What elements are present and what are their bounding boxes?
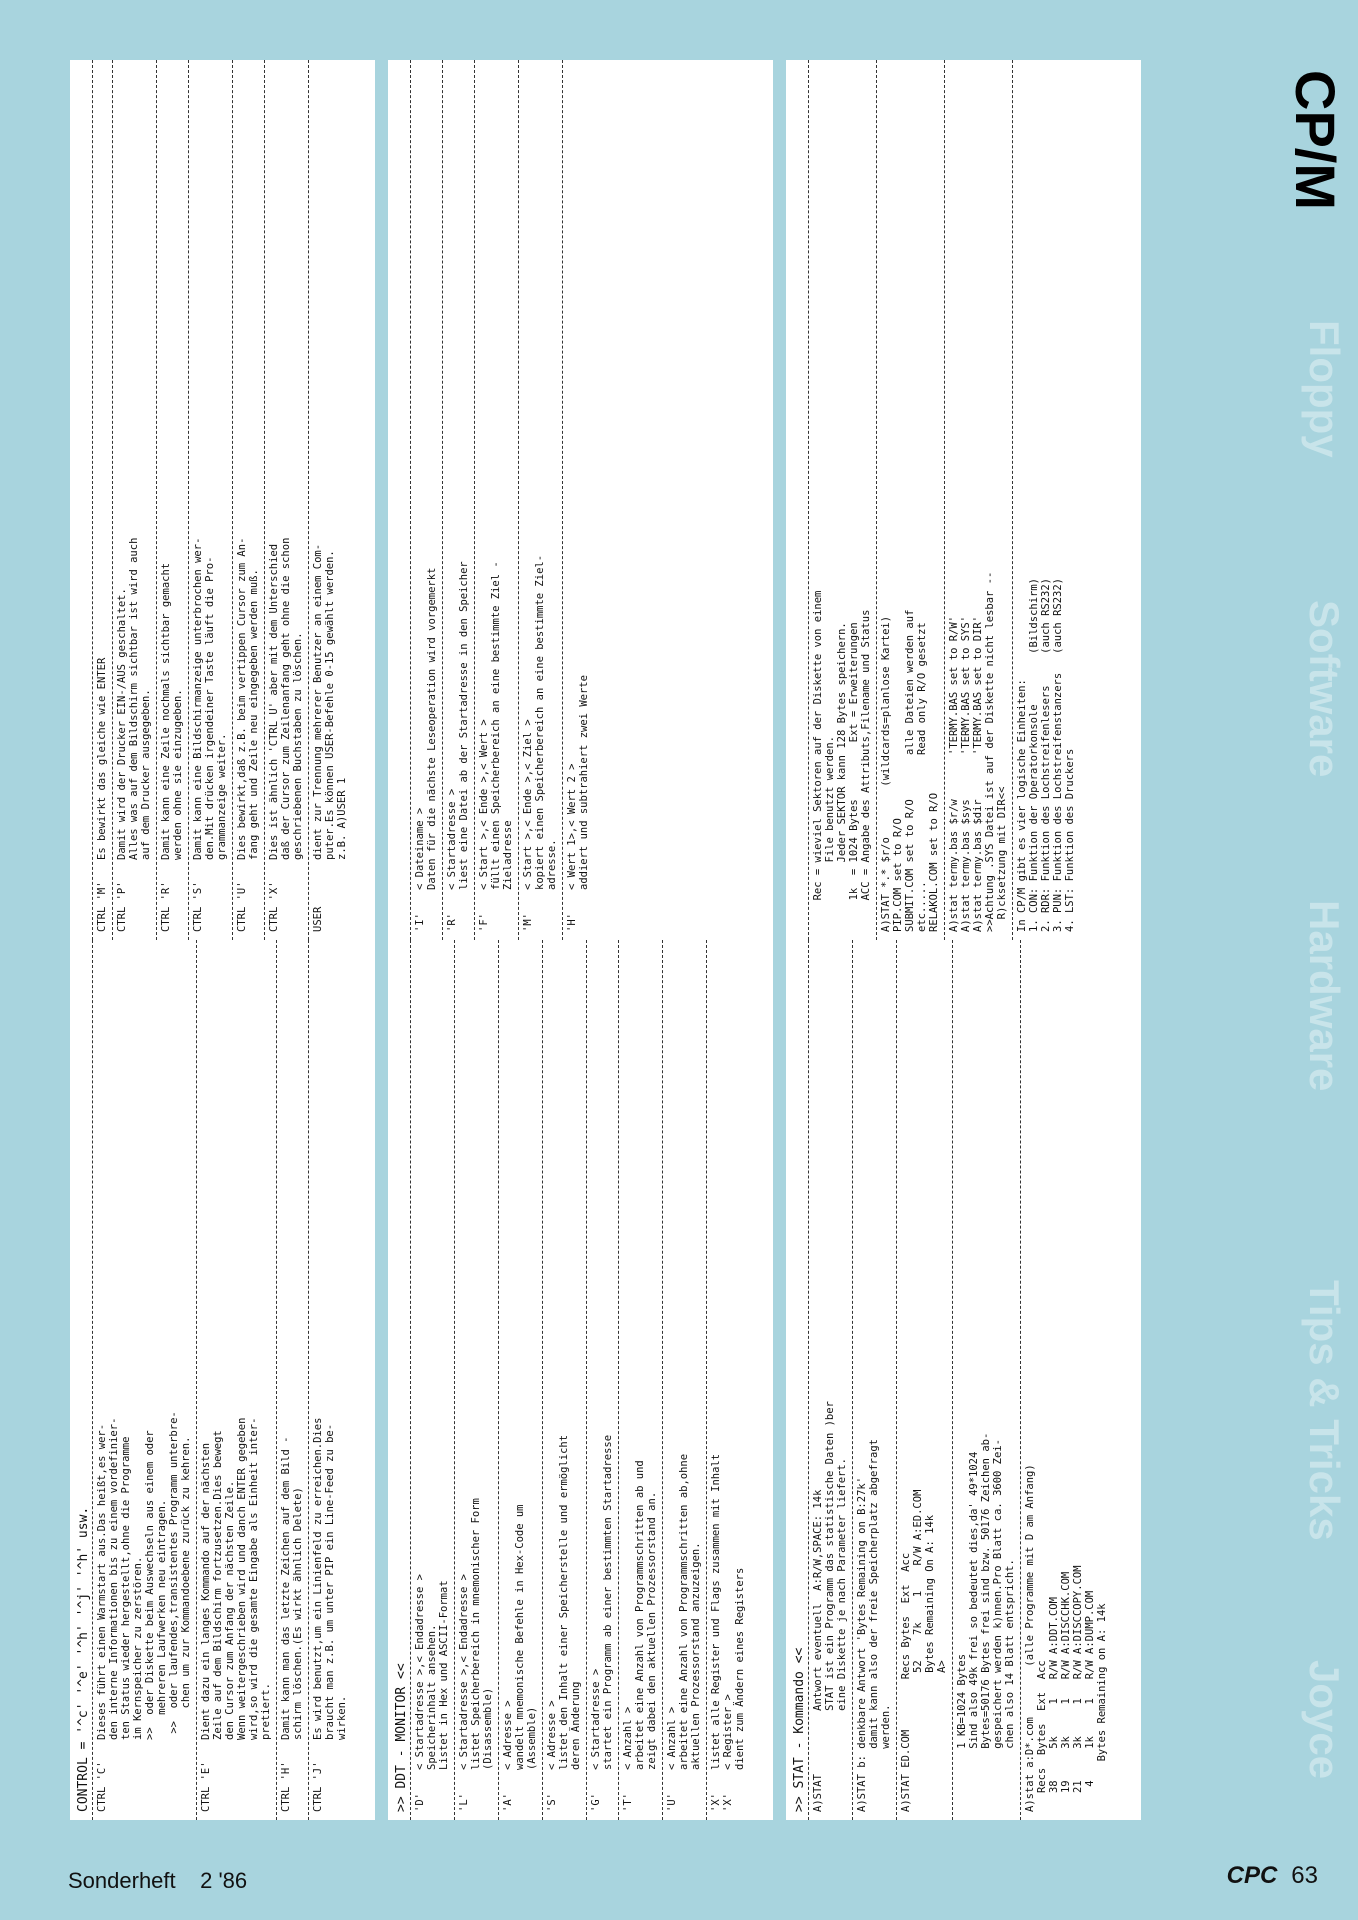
row-key: 'T' [622, 1793, 634, 1812]
row-text: < Anzahl > arbeitet eine Anzahl von Programmschritten ab und zeigt dabei den aktuellen Prozessorstand an. [622, 1460, 658, 1770]
table-row [474, 60, 519, 940]
row-text: < Adresse > listet den Inhalt einer Speicherstelle und ermöglicht deren Änderung [546, 1434, 582, 1770]
table-row [618, 940, 663, 1820]
stat-block [852, 940, 897, 1820]
table-row [586, 940, 619, 1820]
magazine-logo: CPC [1226, 1862, 1278, 1889]
footer-issue [68, 1868, 247, 1894]
stat-text: Rec = wieviel Sektoren auf der Diskette von einem File benutzt werden. Jeder SEKTOR kann 128 Bytes speichern. 1k = 1024 Bytes Ext = Erweiterungen ACC = Angabe des Attributs,Filename und Status [812, 590, 872, 901]
issue-number: 2 '86 [200, 1868, 248, 1893]
row-text: listet alle Register und Flags zusammen mit Inhalt < Register > dient zum Ändern eines Registers [710, 1453, 746, 1770]
stat-text: A)STAT b: denkbare Antwort 'Bytes Remaining on B:27k' damit kann also der freie Speicherplatz abgefragt werden. [856, 1439, 892, 1812]
row-text: < Start >,< Ende >,< Wert > füllt einen Speicherbereich an eine bestimmte Ziel - Zieladresse [478, 561, 514, 890]
ddt-panel [388, 60, 773, 1820]
row-key: 'U' [666, 1793, 678, 1812]
row-text: < Start >,< Ende >,< Ziel > kopiert einen Speicherbereich an eine bestimmte Ziel- adresse. [522, 554, 558, 890]
row-key: CTRL 'P' [116, 881, 128, 932]
control-header: CONTROL = '^c' '^e' '^h' '^j' '^h' usw. [76, 1506, 91, 1812]
stat-block [808, 940, 853, 1820]
category-label: Software [1301, 600, 1348, 778]
table-row [112, 60, 157, 940]
row-text: < Startadresse > startet ein Programm ab einer bestimmten Startadresse [590, 1434, 614, 1770]
row-key: 'M' [522, 913, 534, 932]
row-text: Es bewirkt das gleiche wie ENTER [96, 657, 108, 860]
table-row [92, 940, 197, 1820]
row-text: Damit kann eine Zeile nochmals sichtbar gemacht werden ohne sie einzugeben. [160, 562, 184, 860]
table-row [662, 940, 707, 1820]
stat-header: >> STAT - Kommando << [792, 1647, 807, 1812]
row-key: CTRL 'H' [280, 1761, 292, 1812]
table-row [410, 940, 455, 1820]
category-label: Hardware [1301, 900, 1348, 1092]
row-text: Dies ist ähnlich 'CTRL U' aber mit dem Unterschied daß der Cursor zum Zeilenanfang geht ohne die schon geschriebenen Buchstaben zu löschen. [268, 537, 304, 860]
row-text: < Startadresse >,< Endadresse > Speicherinhalt ansehen. Listet in Hex und ASCII-Format [414, 1574, 450, 1770]
control-panel [70, 60, 375, 1820]
row-key: CTRL 'S' [192, 881, 204, 932]
row-key: CTRL 'J' [312, 1761, 324, 1812]
row-text: < Anzahl > arbeitet eine Anzahl von Programmschritten ab,ohne aktuellen Prozessorstand anzuzeigen. [666, 1453, 702, 1770]
table-row [308, 60, 353, 940]
stat-block [1020, 940, 1113, 1820]
row-text: dient zur Trennung mehrerer Benutzer an einem Com- puter.Es können USER-Befehle 0-15 gewählt werden. z.B. A)USER 1 [312, 543, 348, 860]
issue-label: Sonderheft [68, 1868, 176, 1893]
table-row [92, 60, 113, 940]
table-row [232, 60, 265, 940]
row-text: Damit kann eine Bildschirmanzeige unterbrochen wer- den.Mit drücken irgendeiner Taste läuft die Pro- grammanzeige weiter. [192, 537, 228, 860]
row-key: 'R' [446, 913, 458, 932]
row-key: 'I' [414, 913, 426, 932]
category-label: CP/M [1284, 70, 1347, 210]
row-key: 'X' 'X' [710, 1793, 734, 1812]
stat-block [944, 60, 1013, 940]
category-label: Joyce [1301, 1660, 1348, 1780]
row-text: < Dateiname > Daten für die nächste Leseoperation wird vorgemerkt [414, 567, 438, 890]
stat-panel [786, 60, 1141, 1820]
row-key: USER [312, 906, 324, 932]
stat-text: In CP/M gibt es vier logische Einheiten: 1. CON: Funktion der Operatorkonsole (Bildschirm) 2. RDR: Funktion des Lochstreifenlesers (auch RS232) 3. PUN: Funktion des Lochstreifenstanzers (auch RS232) 4. LST: Funktion des Druckers [1016, 577, 1076, 932]
stat-block [952, 940, 1021, 1820]
page-number: 63 [1291, 1862, 1318, 1889]
row-text: Es wird benutzt,um ein Linienfeld zu erreichen.Dies braucht man z.B. um unter PIP ein Line-Feed zu be- wirken. [312, 1417, 348, 1740]
table-row [542, 940, 587, 1820]
row-text: Dient dazu ein langes Kommando auf der nächsten Zeile auf dem Bildschirm fortzusetzen.Dies bewegt den Cursor zum Anfang der nächsten Zeile. Wenn weitergeschrieben wird und danch ENTER gegeben wird,so wird die gesamte Eingabe als Einheit inter- pretiert. [200, 1417, 272, 1740]
row-key: 'L' [458, 1793, 470, 1812]
table-row [156, 60, 189, 940]
stat-block [808, 60, 877, 940]
table-row [410, 60, 443, 940]
row-key: 'G' [590, 1793, 602, 1812]
stat-text: A)STAT *.* $r/o (wildcards=planlose Kartei) PIP.COM set to R/O SUBMIT.COM set to R/O alle Dateien werden auf etc..... Read only R/O gesetzt RELAKOL.COM set to R/O [880, 609, 940, 932]
row-key: CTRL 'U' [236, 881, 248, 932]
category-label: Tips & Tricks [1301, 1280, 1348, 1541]
stat-block [876, 60, 945, 940]
table-row [498, 940, 543, 1820]
table-row [442, 60, 475, 940]
row-key: CTRL 'M' [96, 881, 108, 932]
table-row [264, 60, 309, 940]
table-row [518, 60, 563, 940]
row-text: Dieses führt einen Warmstart aus.Das heißt,es wer- den interne Informationen bis zu einem vordefinier- ten Status wieder hergestellt,ohne die Programme im Kernspeicher zu zerstören. >> oder Diskette beim Auswechseln aus einem oder mehreren Laufwerken neu eintragen. >> oder laufendes,transistentes Programm unterbre- chen um zur Kommandoebene zurück zu kehren. [96, 1411, 192, 1740]
row-key: 'H' [566, 913, 578, 932]
table-row [276, 940, 309, 1820]
row-text: < Wert 1>,< Wert 2 > addiert und subtrahiert zwei Werte [566, 675, 590, 890]
table-row [188, 60, 233, 940]
stat-text: A)STAT ED.COM Recs Bytes Ext Acc 52 7k 1 R/W A:ED.COM Bytes Remaining On A: 14k A> [900, 1489, 948, 1812]
row-key: 'A' [502, 1793, 514, 1812]
stat-block [896, 940, 953, 1820]
table-row [706, 940, 751, 1820]
row-key: CTRL 'X' [268, 881, 280, 932]
row-text: < Startadresse >,< Endadresse > listet Speicherbereich in mnemonischer Form (Disassemble) [458, 1498, 494, 1770]
row-key: 'F' [478, 913, 490, 932]
stat-text: 1 KB=1024 Bytes Sind also 49k frei so bedeutet dies,da' 49*1024 Bytes=50176 Bytes frei sind bzw. 50176 Zeichen ab- gespeichert werden k)nnen.Pro Blatt ca. 3600 Zei- chen also 14 Blatt entspricht. [956, 1432, 1016, 1749]
rotated-content [70, 40, 1150, 1820]
stat-text: A)stat termy.bas $r/w 'TERMY.BAS set to R/W' A)stat termy.bas $sys 'TERMY.BAS set to SYS' A)stat termy.bas $dir 'TERMY.BAS set to DIR' >>Achtung .SYS Datei ist auf der Diskette nicht lesbar -- R)cksetzung mit DIR<< [948, 571, 1008, 932]
row-text: Damit wird der Drucker EIN-/AUS geschaltet. Alles was auf dem Bildschirm sichtbar ist wird auch auf dem Drucker ausgegeben. [116, 537, 152, 860]
row-text: < Adresse > wandelt mnemonische Befehle in Hex-Code um (Assemble) [502, 1504, 538, 1770]
footer-page [1227, 1862, 1318, 1890]
row-key: CTRL 'C' [96, 1761, 108, 1812]
row-text: Dies bewirkt,daß z.B. beim vertippen Cursor zum An- fang geht und Zeile neu eingegeben werden muß. [236, 537, 260, 860]
stat-text: A)stat a:D*.com (alle Programme mit D am Anfang) Recs Bytes Ext Acc 38 5k 1 R/W A:DDT.COM 19 3k 1 R/W A:DISCCHK.COM 21 3k 1 R/W A:DISCCOPY.COM 4 1k 1 R/W A:DUMP.COM Bytes Remaining on A: 14k [1024, 1464, 1108, 1812]
stat-text: A)STAT Antwort eventuell A:R/W,SPACE: 14k STAT ist ein Programm das statistische Daten )ber eine Diskette je nach Parameter liefert. [812, 1401, 848, 1812]
table-row [196, 940, 277, 1820]
row-key: CTRL 'R' [160, 881, 172, 932]
ddt-header: >> DDT - MONITOR << [394, 1663, 409, 1812]
stat-block [1012, 60, 1081, 940]
category-strip [1238, 0, 1358, 1920]
table-row [562, 60, 595, 940]
row-key: 'S' [546, 1793, 558, 1812]
category-label: Floppy [1301, 320, 1348, 458]
row-text: Damit kann man das letzte Zeichen auf dem Bild - schirm löschen.(Es wirkt ähnlich Delete) [280, 1436, 304, 1740]
table-row [308, 940, 353, 1820]
row-key: CTRL 'E' [200, 1761, 212, 1812]
row-text: < Startadresse > liest eine Datei ab der Startadresse in den Speicher [446, 561, 470, 890]
table-row [454, 940, 499, 1820]
row-key: 'D' [414, 1793, 426, 1812]
